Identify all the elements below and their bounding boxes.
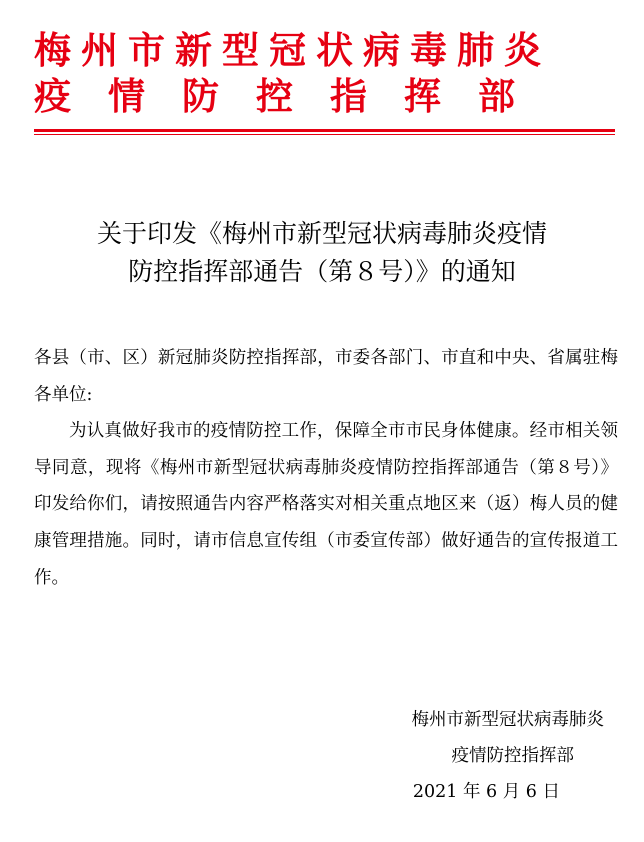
header-title-line-1: 梅州市新型冠状病毒肺炎 <box>34 29 551 72</box>
signature-block <box>412 702 605 810</box>
signature-date: 2021 年 6 月 6 日 <box>412 782 560 802</box>
signature-org-line-1: 梅州市新型冠状病毒肺炎 <box>411 710 604 730</box>
signature-org-line-2: 疫情防控指挥部 <box>451 746 574 766</box>
header-divider-thin <box>34 134 615 135</box>
main-paragraph: 为认真做好我市的疫情防控工作，保障全市市民身体健康。经市相关领导同意，现将《梅州市新型冠状病毒肺炎疫情防控指挥部通告（第８号）》印发给你们，请按照通告内容严格落实对相关重点地区来（返）梅人员的健康管理措施。同时，请市信息宣传组（市委宣传部）做好通告的宣传报道工作。 <box>34 421 618 588</box>
document-title <box>0 215 644 291</box>
document-title-line-1: 关于印发《梅州市新型冠状病毒肺炎疫情 <box>96 219 547 248</box>
document-title-line-2: 防控指挥部通告（第８号）》的通知 <box>128 257 516 286</box>
header-title-line-2: 疫情防控指挥部 <box>34 75 552 118</box>
header-divider-thick <box>34 129 615 132</box>
red-header <box>34 28 614 120</box>
addressee-paragraph: 各县（市、区）新冠肺炎防控指挥部，市委各部门、市直和中央、省属驻梅各单位: <box>34 348 618 405</box>
document-body <box>34 340 618 596</box>
